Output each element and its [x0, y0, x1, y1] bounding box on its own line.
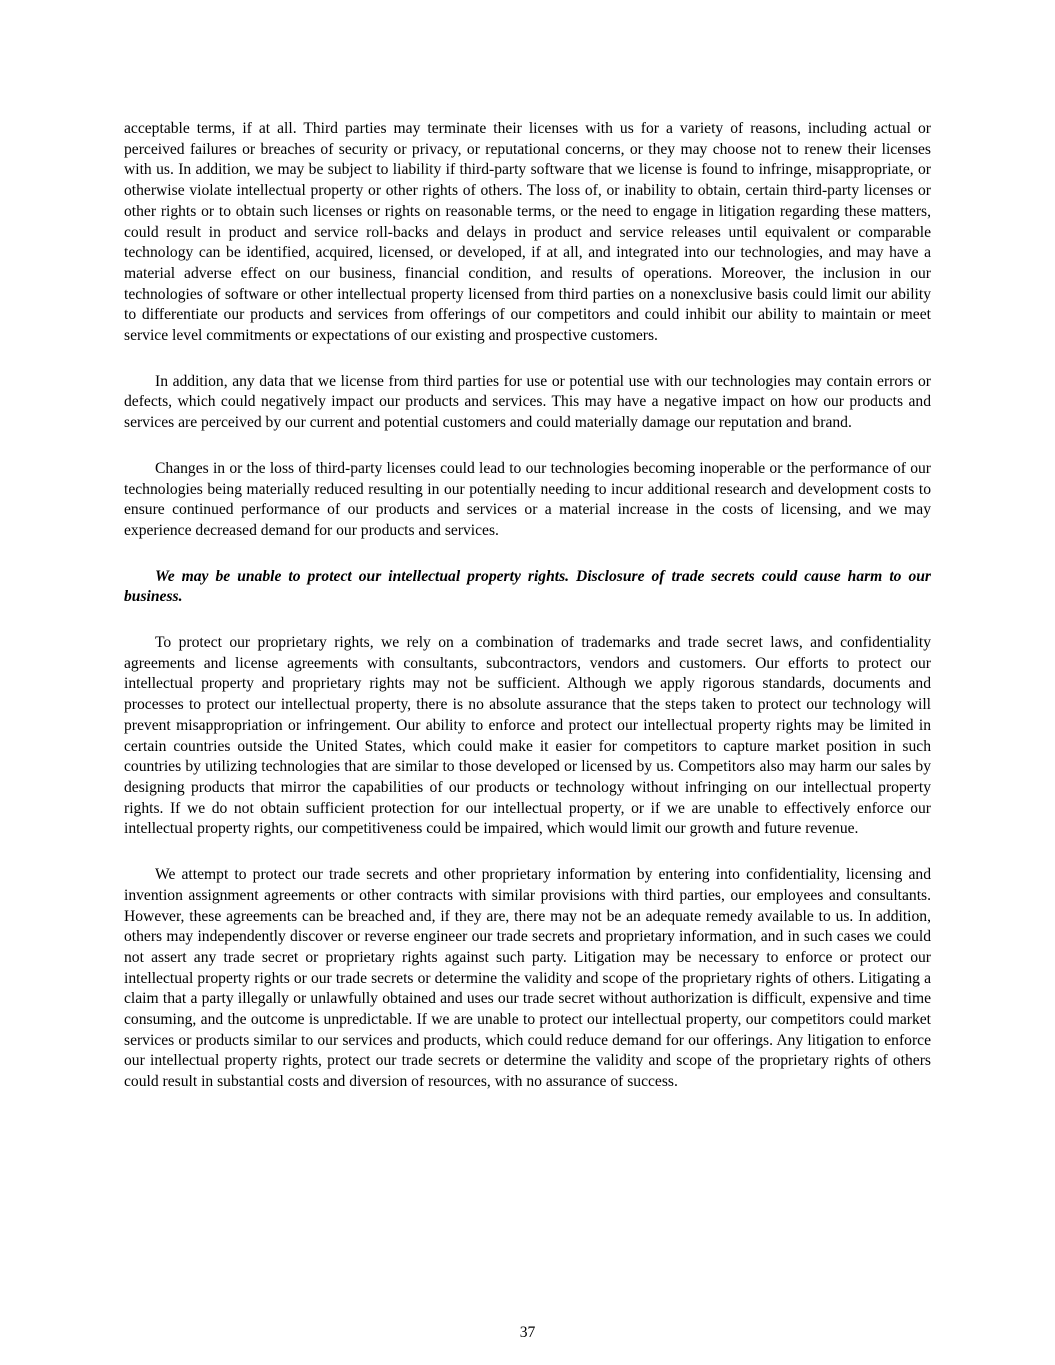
paragraph-continuation: acceptable terms, if at all. Third parties may terminate their licenses with us for a variety of reasons, including actual or perceived failures or breaches of security or privacy, or reputational concerns, or they may choose not to renew their licenses with us. In addition, we may be subject to liability if third-party software that we license is found to infringe, misappropriate, or otherwise violate intellectual property or other rights of others. The loss of, or inability to obtain, certain third-party licenses or other rights or to obtain such licenses or rights on reasonable terms, or the need to engage in litigation regarding these matters, could result in product and service roll-backs and delays in product and service releases until equivalent or comparable technology can be identified, acquired, licensed, or developed, if at all, and integrated into our technologies, and may have a material adverse effect on our business, financial condition, and results of operations. Moreover, the inclusion in our technologies of software or other intellectual property licensed from third parties on a nonexclusive basis could limit our ability to differentiate our products and services from offerings of our competitors and could inhibit our ability to maintain or meet service level commitments or expectations of our existing and prospective customers. [124, 120, 931, 345]
page-body [124, 119, 931, 1093]
paragraph-license-loss-risk: Changes in or the loss of third-party licenses could lead to our technologies becoming inoperable or the performance of our technologies being materially reduced resulting in our potentially needing to incur additional research and development costs to ensure continued performance of our products and services or a material increase in the costs of licensing, and we may experience decreased demand for our products and services. [124, 459, 931, 539]
paragraph-proprietary-rights: To protect our proprietary rights, we rely on a combination of trademarks and trade secret laws, and confidentiality agreements and license agreements with consultants, subcontractors, vendors and customers. Our efforts to protect our intellectual property and proprietary rights may not be sufficient. Although we apply rigorous standards, documents and processes to protect our intellectual property, there is no absolute assurance that the steps taken to protect our technology will prevent misappropriation or infringement. Our ability to enforce and protect our intellectual property rights may be limited in certain countries outside the United States, which could make it easier for competitors to capture market position in such countries by utilizing technologies that are similar to those developed or licensed by us. Competitors also may harm our sales by designing products that mirror the capabilities of our products or technology without infringing on our intellectual property rights. If we do not obtain sufficient protection for our intellectual property, or if we are unable to effectively enforce our intellectual property rights, our competitiveness could be impaired, which would limit our growth and future revenue. [124, 634, 931, 838]
paragraph-data-license-risk: In addition, any data that we license from third parties for use or potential use with our technologies may contain errors or defects, which could negatively impact our products and services. This may have a negative impact on how our products and services are perceived by our current and potential customers and could materially damage our reputation and brand. [124, 372, 931, 432]
section-heading-ip-protection: We may be unable to protect our intellectual property rights. Disclosure of trade secrets could cause harm to our business. [124, 567, 931, 606]
paragraph-trade-secrets: We attempt to protect our trade secrets and other proprietary information by entering into confidentiality, licensing and invention assignment agreements or other contracts with similar provisions with third parties, our employees and consultants. However, these agreements can be breached and, if they are, there may not be an adequate remedy available to us. In addition, others may independently discover or reverse engineer our trade secrets and proprietary information, and in such cases we could not assert any trade secret or proprietary rights against such party. Litigation may be necessary to enforce or protect our intellectual property rights or our trade secrets or determine the validity and scope of the proprietary rights of others. Litigating a claim that a party illegally or unlawfully obtained and uses our trade secret without authorization is difficult, expensive and time consuming, and the outcome is unpredictable. If we are unable to protect our intellectual property, our competitors could market services or products similar to our services and products, which could reduce demand for our offerings. Any litigation to enforce our intellectual property rights, protect our trade secrets or determine the validity and scope of the proprietary rights of others could result in substantial costs and diversion of resources, with no assurance of success. [124, 866, 931, 1091]
page-number: 37 [519, 1324, 536, 1341]
